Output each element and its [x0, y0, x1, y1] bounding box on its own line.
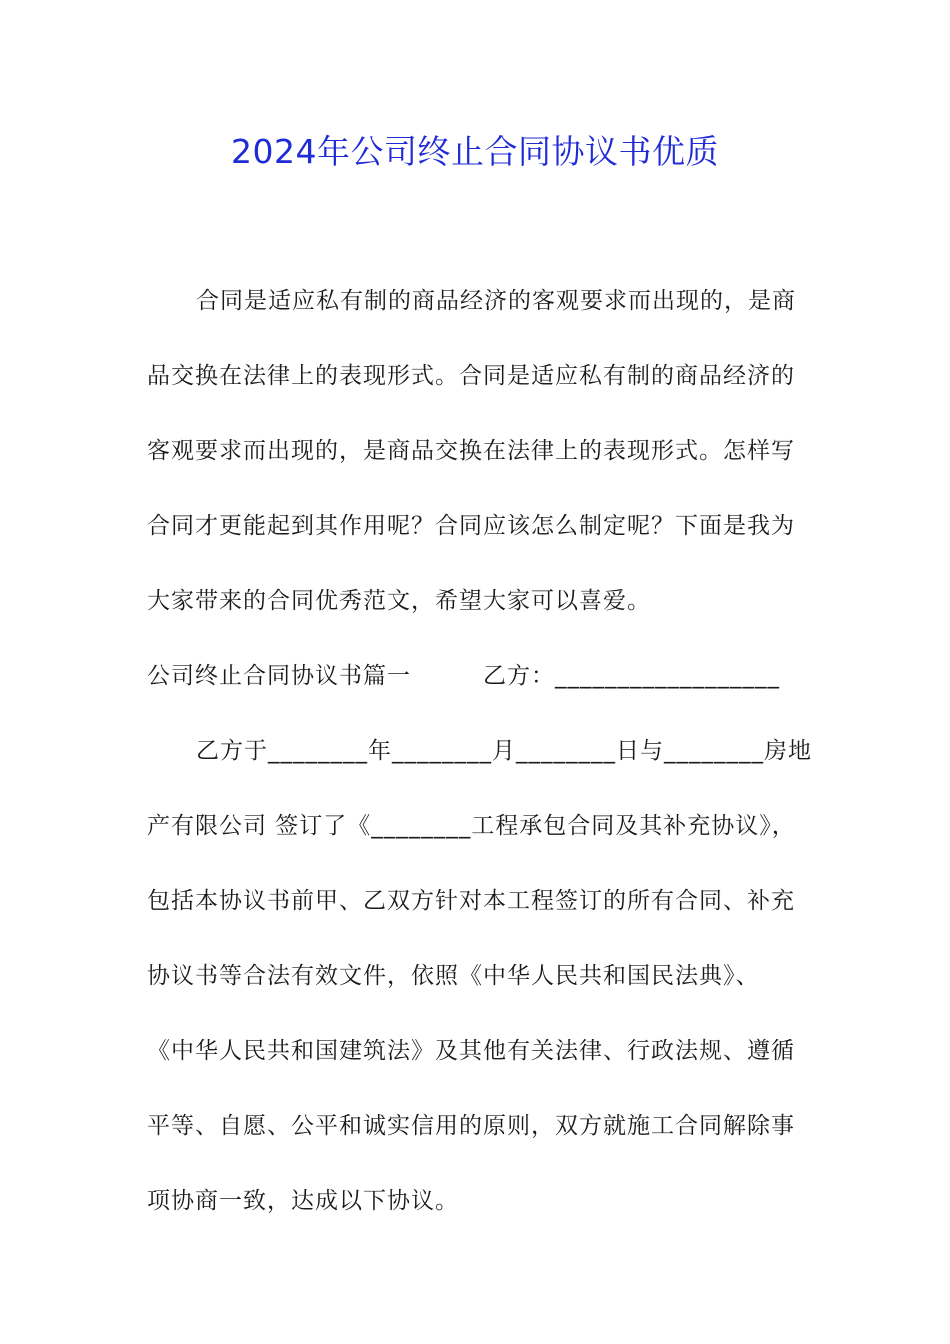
paragraph-line: 大家带来的合同优秀范文，希望大家可以喜爱。 [147, 588, 651, 614]
document-title: 2024年公司终止合同协议书优质 [231, 132, 719, 171]
paragraph-line: 协议书等合法有效文件，依照《中华人民共和国民法典》、 [147, 963, 760, 989]
paragraph-line: 合同是适应私有制的商品经济的客观要求而出现的，是商 [196, 288, 796, 314]
paragraph-line: 合同才更能起到其作用呢？合同应该怎么制定呢？下面是我为 [147, 513, 795, 539]
section-heading-paragraph [147, 639, 807, 714]
paragraph-line: 平等、自愿、公平和诚实信用的原则，双方就施工合同解除事 [147, 1113, 795, 1139]
agreement-paragraph [147, 714, 812, 1239]
intro-paragraph [147, 264, 807, 639]
paragraph-line: 乙方于________年________月________日与________房地 [196, 738, 812, 764]
paragraph-line: 《中华人民共和国建筑法》及其他有关法律、行政法规、遵循 [147, 1038, 795, 1064]
paragraph-line: 包括本协议书前甲、乙双方针对本工程签订的所有合同、补充 [147, 888, 795, 914]
paragraph-line: 产有限公司 签订了《________工程承包合同及其补充协议》， [147, 813, 796, 839]
paragraph-line: 客观要求而出现的，是商品交换在法律上的表现形式。怎样写 [147, 438, 795, 464]
document-body [147, 264, 812, 1239]
section-heading-line: 公司终止合同协议书篇一 乙方：__________________ [147, 663, 780, 689]
paragraph-line: 项协商一致，达成以下协议。 [147, 1188, 459, 1214]
paragraph-line: 品交换在法律上的表现形式。合同是适应私有制的商品经济的 [147, 363, 795, 389]
